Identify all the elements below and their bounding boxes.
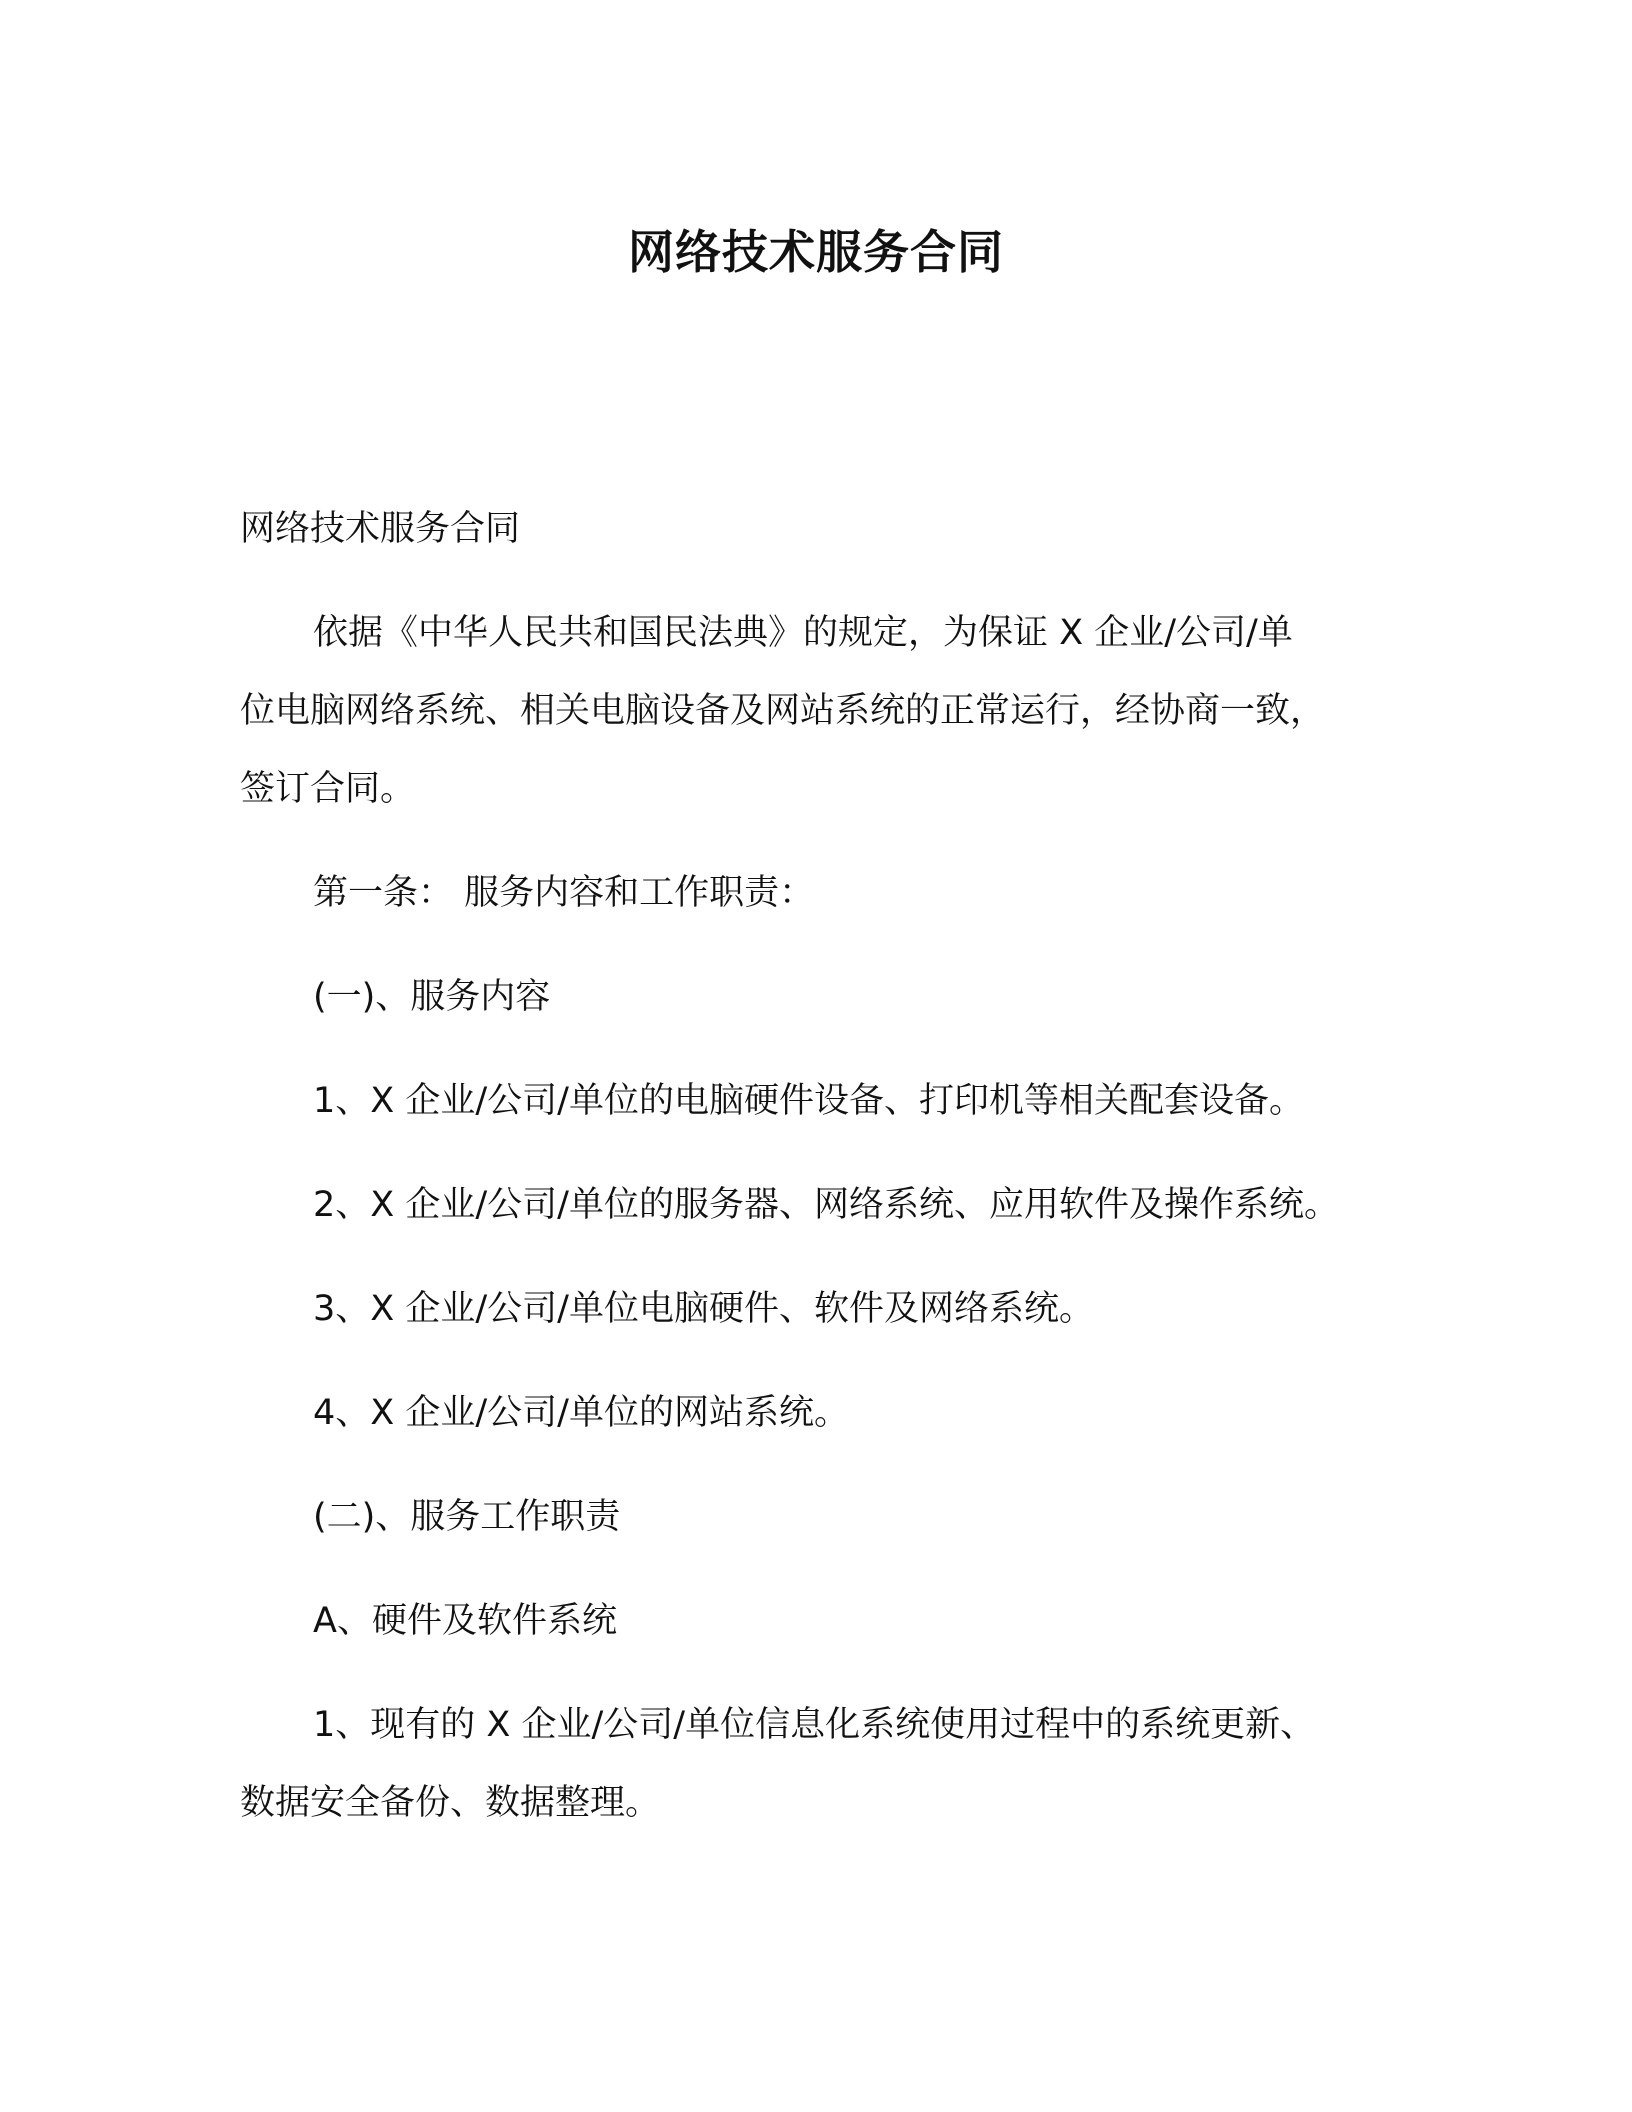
list-item: 1、X 企业/公司/单位的电脑硬件设备、打印机等相关配套设备。 — [313, 1081, 1304, 1121]
intro-paragraph — [240, 594, 1390, 828]
intro-line: 位电脑网络系统、相关电脑设备及网站系统的正常运行，经协商一致， — [240, 691, 1326, 731]
contract-name-line: 网络技术服务合同 — [240, 509, 521, 549]
list-item-line: 数据安全备份、数据整理。 — [240, 1783, 661, 1823]
article-heading: 第一条： 服务内容和工作职责： — [313, 873, 815, 913]
list-item: 2、X 企业/公司/单位的服务器、网络系统、应用软件及操作系统。 — [313, 1185, 1339, 1225]
document-title: 网络技术服务合同 — [628, 225, 1004, 279]
section-heading: (一)、服务内容 — [313, 977, 551, 1017]
subsection-heading: A、硬件及软件系统 — [313, 1601, 617, 1641]
document-body — [240, 490, 1390, 1868]
intro-line: 签订合同。 — [240, 769, 416, 809]
list-item: 3、X 企业/公司/单位电脑硬件、软件及网络系统。 — [313, 1289, 1094, 1329]
section-heading: (二)、服务工作职责 — [313, 1497, 621, 1537]
intro-line: 依据《中华人民共和国民法典》的规定，为保证 X 企业/公司/单 — [313, 613, 1293, 653]
list-item — [240, 1686, 1390, 1842]
list-item-line: 1、现有的 X 企业/公司/单位信息化系统使用过程中的系统更新、 — [313, 1705, 1316, 1745]
list-item: 4、X 企业/公司/单位的网站系统。 — [313, 1393, 849, 1433]
